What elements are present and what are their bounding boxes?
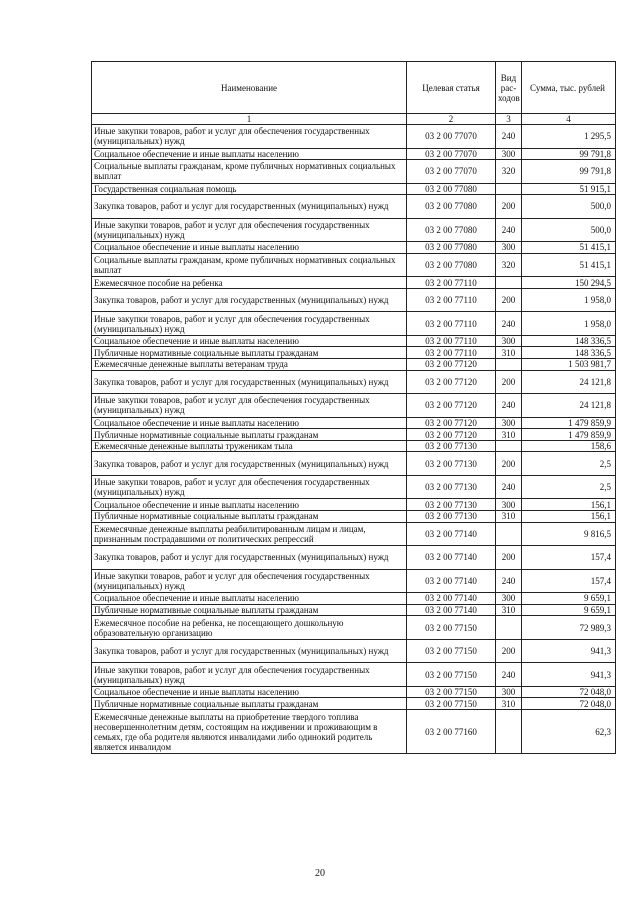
table-row: [92, 546, 616, 570]
row-name: Закупка товаров, работ и услуг для государственных (муниципальных) нужд: [92, 370, 407, 394]
table-row: [92, 604, 616, 616]
row-code: 03 2 00 77080: [407, 195, 496, 219]
table-row: [92, 698, 616, 710]
row-type: 200: [496, 546, 522, 570]
row-type: [496, 359, 522, 371]
row-code: 03 2 00 77120: [407, 394, 496, 418]
row-sum: 157,4: [522, 569, 616, 593]
row-type: 200: [496, 370, 522, 394]
row-name: Закупка товаров, работ и услуг для государственных (муниципальных) нужд: [92, 195, 407, 219]
row-name: Социальное обеспечение и иные выплаты населению: [92, 242, 407, 254]
row-sum: 157,4: [522, 546, 616, 570]
table-row: [92, 277, 616, 289]
row-name: Социальное обеспечение и иные выплаты населению: [92, 686, 407, 698]
row-code: 03 2 00 77120: [407, 370, 496, 394]
row-code: 03 2 00 77120: [407, 417, 496, 429]
row-name: Ежемесячные денежные выплаты на приобретение твердого топлива несовершеннолетним детям, состоящим на иждивении и проживающим в семьях, где оба родителя являются инвалидами либо одинокий родитель является инвалидом: [92, 710, 407, 754]
row-sum: 156,1: [522, 499, 616, 511]
row-code: 03 2 00 77130: [407, 511, 496, 523]
row-sum: 1 295,5: [522, 125, 616, 149]
row-sum: 941,3: [522, 639, 616, 663]
row-type: 240: [496, 125, 522, 149]
row-type: 300: [496, 499, 522, 511]
row-code: 03 2 00 77150: [407, 616, 496, 640]
row-sum: 1 958,0: [522, 288, 616, 312]
row-sum: 156,1: [522, 511, 616, 523]
column-number-2: 2: [407, 114, 496, 125]
row-sum: 1 503 981,7: [522, 359, 616, 371]
row-sum: 72 989,3: [522, 616, 616, 640]
table-row: [92, 429, 616, 441]
row-sum: 24 121,8: [522, 394, 616, 418]
row-name: Социальное обеспечение и иные выплаты населению: [92, 593, 407, 605]
row-name: Закупка товаров, работ и услуг для государственных (муниципальных) нужд: [92, 546, 407, 570]
row-name: Публичные нормативные социальные выплаты гражданам: [92, 511, 407, 523]
row-code: 03 2 00 77110: [407, 277, 496, 289]
column-number-1: 1: [92, 114, 407, 125]
table-row: [92, 242, 616, 254]
row-code: 03 2 00 77150: [407, 639, 496, 663]
row-sum: 9 816,5: [522, 522, 616, 546]
table-row: [92, 663, 616, 687]
row-sum: 500,0: [522, 218, 616, 242]
row-sum: 1 479 859,9: [522, 429, 616, 441]
row-type: 300: [496, 148, 522, 160]
table-row: [92, 195, 616, 219]
row-name: Закупка товаров, работ и услуг для государственных (муниципальных) нужд: [92, 288, 407, 312]
row-type: [496, 522, 522, 546]
row-type: 300: [496, 417, 522, 429]
header-type: Вид рас-ходов: [496, 62, 522, 114]
header-sum: Сумма, тыс. рублей: [522, 62, 616, 114]
table-row: [92, 359, 616, 371]
table-row: [92, 616, 616, 640]
row-name: Публичные нормативные социальные выплаты гражданам: [92, 429, 407, 441]
row-name: Ежемесячные денежные выплаты ветеранам труда: [92, 359, 407, 371]
row-type: 300: [496, 242, 522, 254]
table-row: [92, 125, 616, 149]
row-code: 03 2 00 77110: [407, 347, 496, 359]
row-name: Социальное обеспечение и иные выплаты населению: [92, 417, 407, 429]
row-code: 03 2 00 77140: [407, 522, 496, 546]
row-code: 03 2 00 77110: [407, 335, 496, 347]
row-code: 03 2 00 77150: [407, 663, 496, 687]
table-row: [92, 511, 616, 523]
row-name: Закупка товаров, работ и услуг для государственных (муниципальных) нужд: [92, 452, 407, 476]
row-sum: 99 791,8: [522, 160, 616, 184]
row-code: 03 2 00 77150: [407, 698, 496, 710]
table-row: [92, 183, 616, 195]
row-code: 03 2 00 77070: [407, 125, 496, 149]
row-type: 310: [496, 511, 522, 523]
row-name: Государственная социальная помощь: [92, 183, 407, 195]
row-type: 310: [496, 698, 522, 710]
budget-table: [91, 61, 616, 754]
row-code: 03 2 00 77110: [407, 312, 496, 336]
row-name: Ежемесячные денежные выплаты труженикам тыла: [92, 440, 407, 452]
row-type: 310: [496, 429, 522, 441]
table-row: [92, 312, 616, 336]
table-row: [92, 569, 616, 593]
row-type: 200: [496, 288, 522, 312]
row-code: 03 2 00 77120: [407, 359, 496, 371]
row-sum: 51 415,1: [522, 242, 616, 254]
row-type: 240: [496, 394, 522, 418]
row-name: Публичные нормативные социальные выплаты гражданам: [92, 604, 407, 616]
row-name: Иные закупки товаров, работ и услуг для обеспечения государственных (муниципальных) нужд: [92, 394, 407, 418]
row-sum: 9 659,1: [522, 593, 616, 605]
header-row: [92, 62, 616, 114]
row-code: 03 2 00 77080: [407, 242, 496, 254]
row-sum: 941,3: [522, 663, 616, 687]
row-sum: 150 294,5: [522, 277, 616, 289]
row-name: Иные закупки товаров, работ и услуг для обеспечения государственных (муниципальных) нужд: [92, 312, 407, 336]
header-code: Целевая статья: [407, 62, 496, 114]
row-type: 320: [496, 253, 522, 277]
row-sum: 2,5: [522, 452, 616, 476]
row-sum: 72 048,0: [522, 698, 616, 710]
row-name: Иные закупки товаров, работ и услуг для обеспечения государственных (муниципальных) нужд: [92, 663, 407, 687]
table-row: [92, 452, 616, 476]
table-row: [92, 218, 616, 242]
row-type: 300: [496, 686, 522, 698]
row-name: Иные закупки товаров, работ и услуг для обеспечения государственных (муниципальных) нужд: [92, 569, 407, 593]
table-body: [92, 62, 616, 754]
table-row: [92, 253, 616, 277]
row-code: 03 2 00 77140: [407, 546, 496, 570]
table-row: [92, 347, 616, 359]
column-number-row: [92, 114, 616, 125]
row-name: Социальные выплаты гражданам, кроме публичных нормативных социальных выплат: [92, 160, 407, 184]
row-code: 03 2 00 77080: [407, 253, 496, 277]
row-name: Иные закупки товаров, работ и услуг для обеспечения государственных (муниципальных) нужд: [92, 218, 407, 242]
row-type: 240: [496, 663, 522, 687]
row-code: 03 2 00 77140: [407, 604, 496, 616]
row-name: Публичные нормативные социальные выплаты гражданам: [92, 347, 407, 359]
row-type: 240: [496, 569, 522, 593]
row-code: 03 2 00 77130: [407, 499, 496, 511]
table-row: [92, 148, 616, 160]
row-name: Иные закупки товаров, работ и услуг для обеспечения государственных (муниципальных) нужд: [92, 475, 407, 499]
row-sum: 9 659,1: [522, 604, 616, 616]
row-type: [496, 183, 522, 195]
row-code: 03 2 00 77130: [407, 440, 496, 452]
row-code: 03 2 00 77070: [407, 148, 496, 160]
table-row: [92, 499, 616, 511]
row-name: Социальное обеспечение и иные выплаты населению: [92, 148, 407, 160]
row-code: 03 2 00 77140: [407, 569, 496, 593]
row-type: [496, 710, 522, 754]
row-code: 03 2 00 77130: [407, 475, 496, 499]
row-code: 03 2 00 77150: [407, 686, 496, 698]
row-name: Ежемесячное пособие на ребенка, не посещающего дошкольную образовательную организацию: [92, 616, 407, 640]
row-name: Социальные выплаты гражданам, кроме публичных нормативных социальных выплат: [92, 253, 407, 277]
table-row: [92, 475, 616, 499]
row-code: 03 2 00 77130: [407, 452, 496, 476]
row-sum: 51 915,1: [522, 183, 616, 195]
table-row: [92, 440, 616, 452]
row-name: Ежемесячные денежные выплаты реабилитированным лицам и лицам, признанным пострадавшими от политических репрессий: [92, 522, 407, 546]
row-name: Социальное обеспечение и иные выплаты населению: [92, 335, 407, 347]
row-type: 200: [496, 195, 522, 219]
row-sum: 2,5: [522, 475, 616, 499]
table-row: [92, 370, 616, 394]
row-type: [496, 440, 522, 452]
column-number-3: 3: [496, 114, 522, 125]
row-type: 240: [496, 312, 522, 336]
page-number: 20: [315, 868, 325, 879]
row-code: 03 2 00 77110: [407, 288, 496, 312]
row-name: Социальное обеспечение и иные выплаты населению: [92, 499, 407, 511]
row-sum: 24 121,8: [522, 370, 616, 394]
row-type: 200: [496, 639, 522, 663]
row-code: 03 2 00 77080: [407, 218, 496, 242]
row-sum: 99 791,8: [522, 148, 616, 160]
row-type: 240: [496, 218, 522, 242]
row-type: 320: [496, 160, 522, 184]
row-code: 03 2 00 77080: [407, 183, 496, 195]
row-type: 300: [496, 593, 522, 605]
row-name: Закупка товаров, работ и услуг для государственных (муниципальных) нужд: [92, 639, 407, 663]
table-row: [92, 394, 616, 418]
table-row: [92, 522, 616, 546]
table-row: [92, 710, 616, 754]
row-type: [496, 616, 522, 640]
row-sum: 62,3: [522, 710, 616, 754]
row-name: Публичные нормативные социальные выплаты гражданам: [92, 698, 407, 710]
row-code: 03 2 00 77070: [407, 160, 496, 184]
table-row: [92, 686, 616, 698]
row-type: 310: [496, 347, 522, 359]
table-row: [92, 593, 616, 605]
table-row: [92, 639, 616, 663]
column-number-4: 4: [522, 114, 616, 125]
row-type: 310: [496, 604, 522, 616]
table-row: [92, 160, 616, 184]
row-name: Иные закупки товаров, работ и услуг для обеспечения государственных (муниципальных) нужд: [92, 125, 407, 149]
row-type: 240: [496, 475, 522, 499]
row-type: [496, 277, 522, 289]
header-name: Наименование: [92, 62, 407, 114]
table-row: [92, 335, 616, 347]
row-code: 03 2 00 77140: [407, 593, 496, 605]
table-row: [92, 417, 616, 429]
row-sum: 51 415,1: [522, 253, 616, 277]
row-sum: 1 479 859,9: [522, 417, 616, 429]
row-sum: 148 336,5: [522, 347, 616, 359]
row-code: 03 2 00 77160: [407, 710, 496, 754]
table-row: [92, 288, 616, 312]
row-type: 300: [496, 335, 522, 347]
row-code: 03 2 00 77120: [407, 429, 496, 441]
row-name: Ежемесячное пособие на ребенка: [92, 277, 407, 289]
row-type: 200: [496, 452, 522, 476]
row-sum: 1 958,0: [522, 312, 616, 336]
row-sum: 72 048,0: [522, 686, 616, 698]
row-sum: 158,6: [522, 440, 616, 452]
row-sum: 148 336,5: [522, 335, 616, 347]
row-sum: 500,0: [522, 195, 616, 219]
